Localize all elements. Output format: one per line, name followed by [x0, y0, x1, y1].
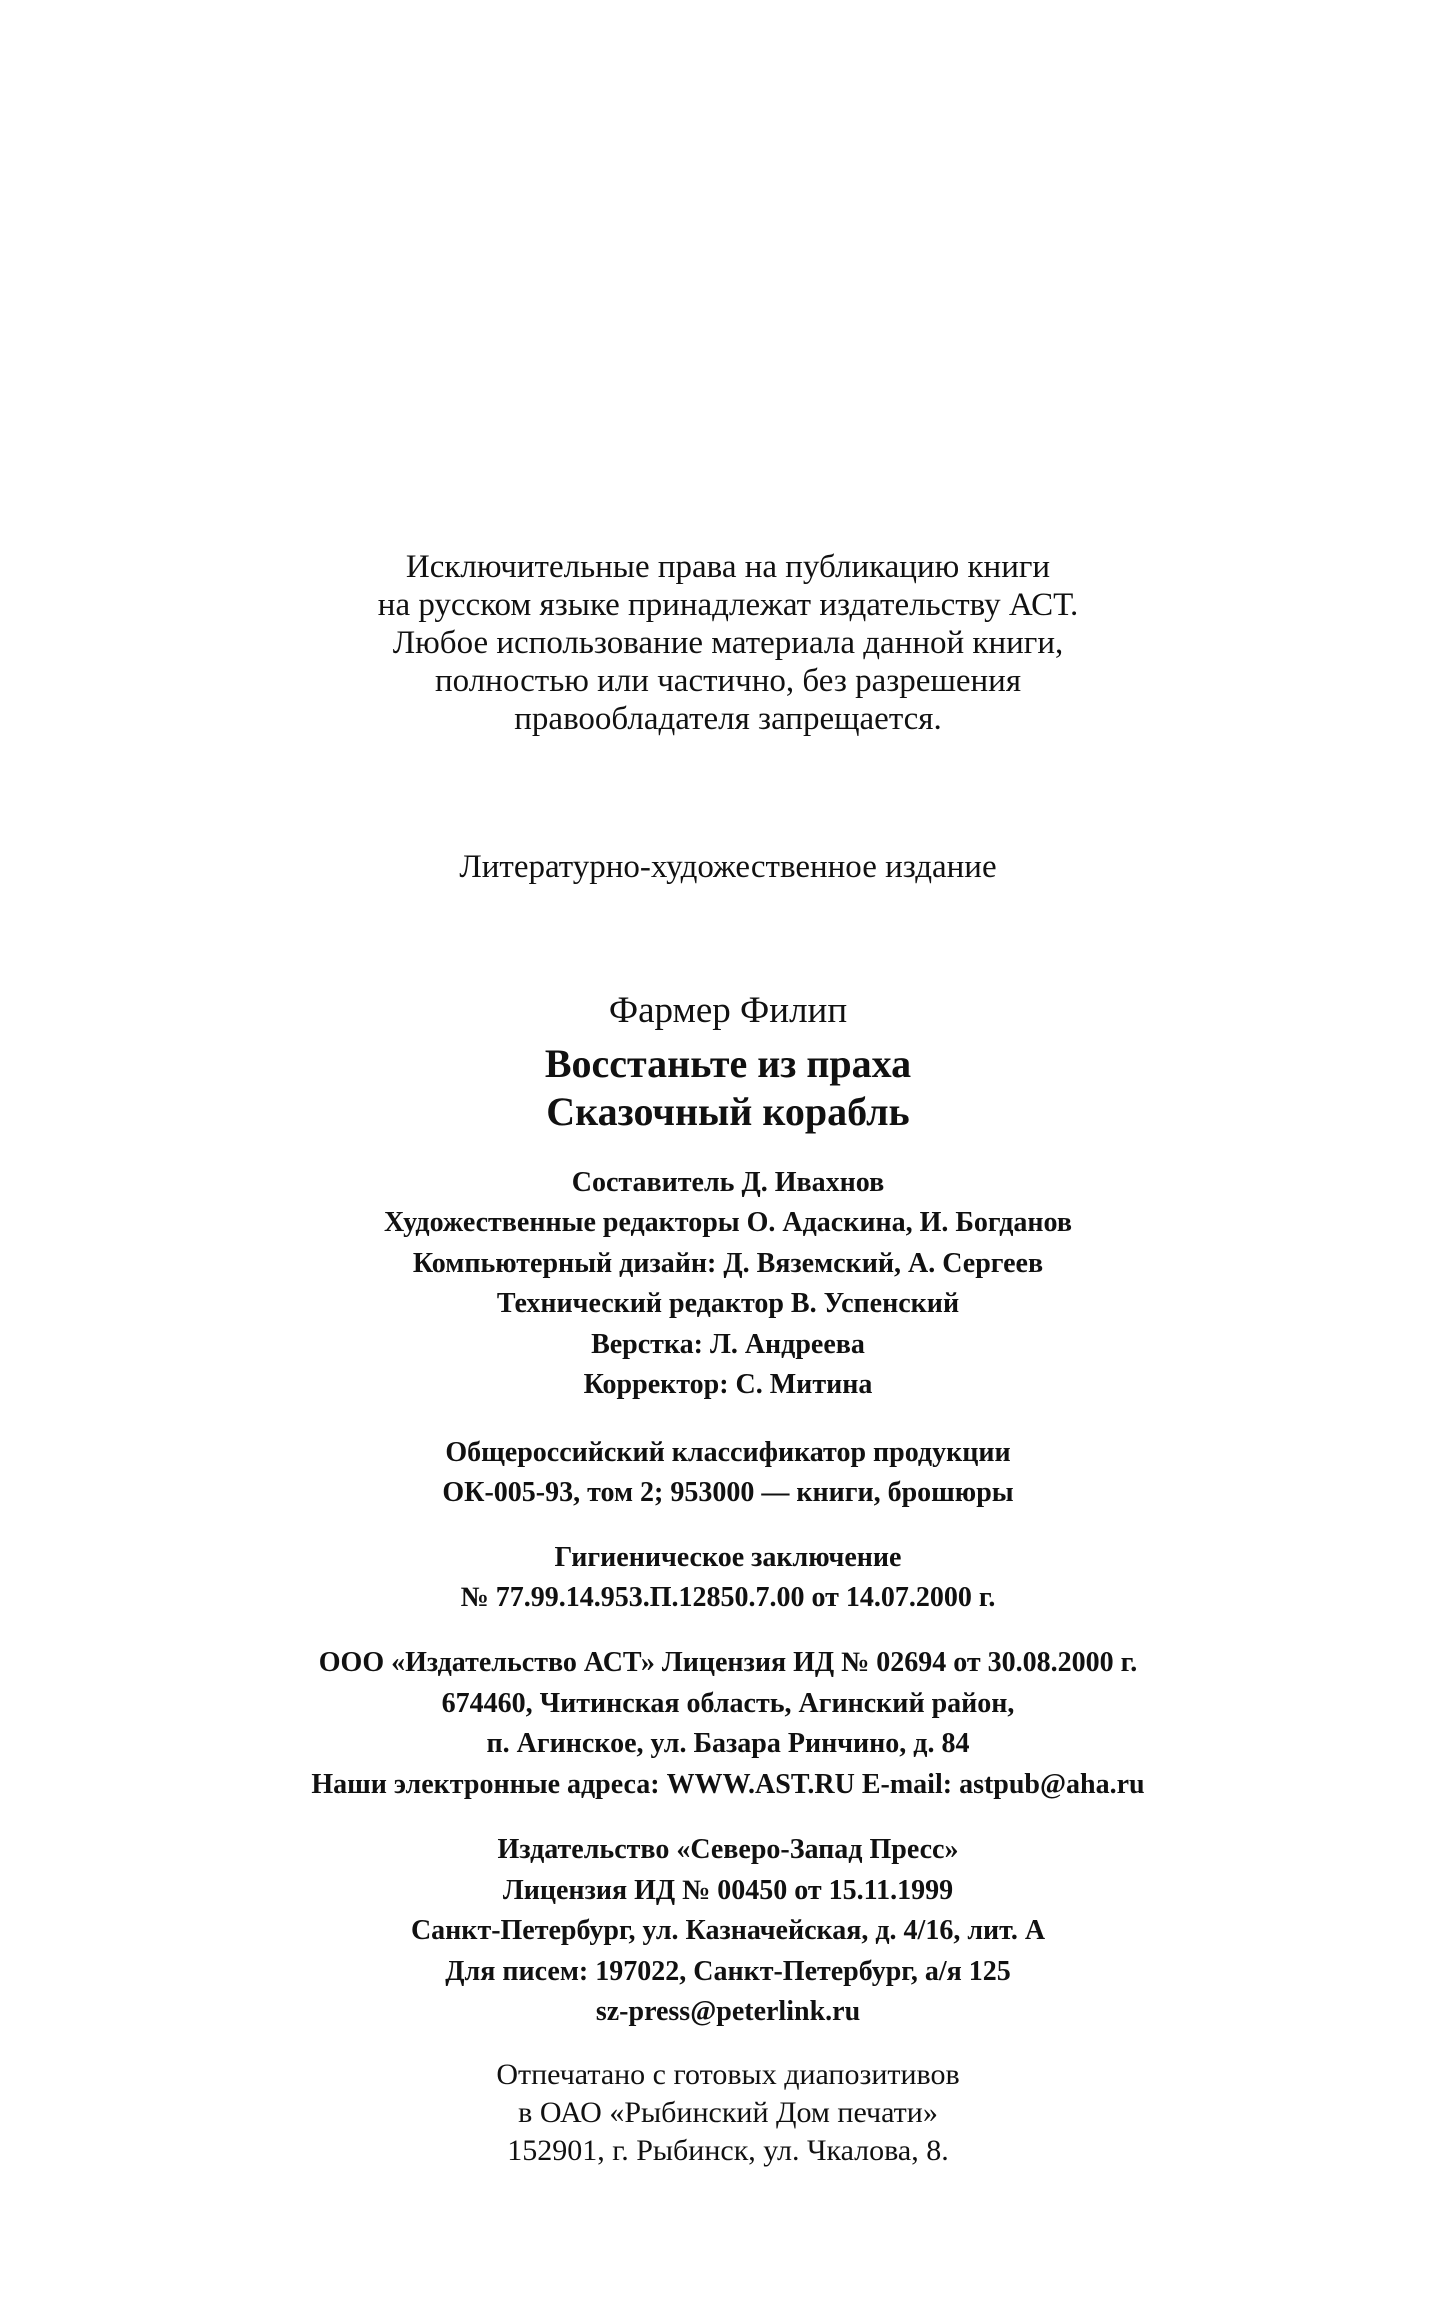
- rights-notice-line: Исключительные права на публикацию книги: [405, 549, 1051, 585]
- classifier-line: Общероссийский классификатор продукции: [445, 1437, 1011, 1468]
- rights-notice: [0, 548, 1456, 738]
- credit-line: Художественные редакторы О. Адаскина, И. Богданов: [384, 1207, 1072, 1239]
- co-publisher-line: Лицензия ИД № 00450 от 15.11.1999: [502, 1874, 954, 1906]
- printer-info: [0, 2056, 1456, 2170]
- co-publisher: [0, 1830, 1456, 2033]
- co-publisher-line: Санкт-Петербург, ул. Казначейская, д. 4/16, лит. А: [410, 1915, 1046, 1946]
- co-publisher-email: sz-press@peterlink.ru: [595, 1996, 861, 2027]
- publisher-license-line: Наши электронные адреса: WWW.AST.RU E-mail: astpub@aha.ru: [311, 1768, 1145, 1800]
- product-classifier: [0, 1433, 1456, 1513]
- credit-line: Верстка: Л. Андреева: [591, 1328, 865, 1360]
- credits: [0, 1163, 1456, 1405]
- publisher-license-line: п. Агинское, ул. Базара Ринчино, д. 84: [486, 1728, 970, 1759]
- credit-line: Компьютерный дизайн: Д. Вяземский, А. Сергеев: [412, 1247, 1044, 1279]
- hygiene-line: Гигиеническое заключение: [554, 1542, 902, 1573]
- book-title: Сказочный корабль: [546, 1089, 910, 1134]
- book-title: Восстаньте из праха: [544, 1041, 912, 1086]
- co-publisher-line: Издательство «Северо-Запад Пресс»: [497, 1834, 959, 1865]
- credit-line: Корректор: С. Митина: [583, 1369, 873, 1401]
- rights-notice-line: правообладателя запрещается.: [514, 701, 942, 737]
- publisher-license: [0, 1643, 1456, 1805]
- rights-notice-line: на русском языке принадлежат издательству АСТ.: [377, 587, 1079, 623]
- author: [0, 990, 1456, 1032]
- publisher-license-line: ООО «Издательство АСТ» Лицензия ИД № 02694 от 30.08.2000 г.: [318, 1647, 1138, 1678]
- co-publisher-line: Для писем: 197022, Санкт-Петербург, а/я 125: [445, 1955, 1011, 1987]
- credit-line: Составитель Д. Ивахнов: [571, 1167, 885, 1198]
- author-name: Фармер Филип: [608, 990, 848, 1031]
- rights-notice-line: Любое использование материала данной книги,: [392, 625, 1064, 661]
- printer-line: Отпечатано с готовых диапозитивов: [496, 2058, 960, 2091]
- book-titles: [0, 1040, 1456, 1136]
- classifier-line: ОК-005-93, том 2; 953000 — книги, брошюры: [442, 1477, 1014, 1508]
- edition-type: [0, 848, 1456, 886]
- edition-type-label: Литературно-художественное издание: [459, 849, 997, 885]
- printer-line: 152901, г. Рыбинск, ул. Чкалова, 8.: [507, 2134, 949, 2167]
- rights-notice-line: полностью или частично, без разрешения: [434, 663, 1022, 699]
- credit-line: Технический редактор В. Успенский: [496, 1288, 960, 1320]
- hygiene-certificate: [0, 1538, 1456, 1618]
- publisher-license-line: 674460, Читинская область, Агинский район,: [441, 1687, 1015, 1719]
- printer-line: в ОАО «Рыбинский Дом печати»: [518, 2096, 938, 2129]
- hygiene-line: № 77.99.14.953.П.12850.7.00 от 14.07.2000 г.: [460, 1582, 996, 1613]
